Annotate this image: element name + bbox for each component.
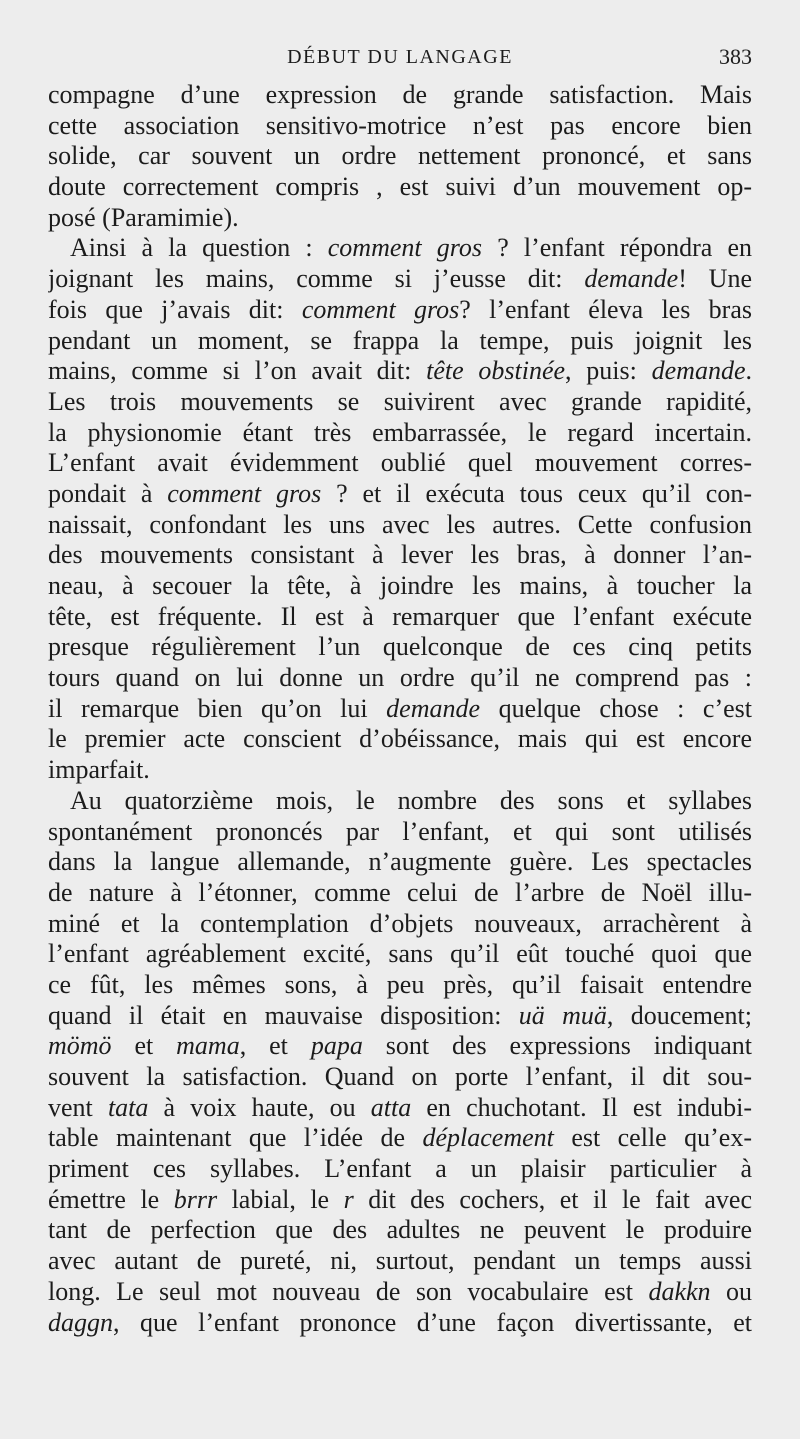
text-line: doute correctement compris , est suivi d’un mouvement op- — [48, 172, 752, 202]
italic-term: papa — [310, 1031, 363, 1061]
text-line: solide, car souvent un ordre nettement prononcé, et sans — [48, 141, 752, 171]
italic-term: comment gros — [167, 478, 322, 508]
text-line: joignant les mains, comme si j’eusse dit: demande! Une — [48, 264, 752, 294]
text-line: Les trois mouvements se suivirent avec grande rapidité, — [48, 386, 752, 416]
text-line: le premier acte conscient d’obéissance, mais qui est encore — [48, 724, 752, 754]
italic-term: atta — [370, 1092, 412, 1122]
text-line: l’enfant agréablement excité, sans qu’il eût touché quoi que — [48, 939, 752, 969]
italic-term: tête obstinée — [426, 356, 566, 386]
text-line: spontanément prononcés par l’enfant, et qui sont utilisés — [48, 816, 752, 846]
text-line: pendant un moment, se frappa la tempe, puis joignit les — [48, 325, 752, 355]
text-line: presque régulièrement l’un quelconque de ces cinq petits — [48, 632, 752, 662]
italic-term: dakkn — [648, 1276, 711, 1306]
text-line: tant de perfection que des adultes ne peuvent le produire — [48, 1215, 752, 1245]
text-line: avec autant de pureté, ni, surtout, pendant un temps aussi — [48, 1246, 752, 1276]
italic-term: mama — [176, 1031, 240, 1061]
page-number: 383 — [719, 44, 752, 69]
text-line: long. Le seul mot nouveau de son vocabulaire est dakkn ou — [48, 1276, 752, 1306]
text-line: fois que j’avais dit: comment gros? l’enfant éleva les bras — [48, 294, 752, 324]
text-line: Ainsi à la question : comment gros ? l’enfant répondra en — [70, 233, 752, 263]
italic-term: uä muä — [518, 1000, 607, 1030]
text-line: mains, comme si l’on avait dit: tête obstinée, puis: demande. — [48, 356, 752, 386]
text-line: vent tata à voix haute, ou atta en chuchotant. Il est indubi- — [48, 1092, 752, 1122]
text-line: miné et la contemplation d’objets nouveaux, arrachèrent à — [48, 908, 752, 938]
italic-term: comment gros — [327, 233, 483, 263]
text-line: table maintenant que l’idée de déplacement est celle qu’ex- — [48, 1123, 752, 1153]
italic-term: mömö — [48, 1031, 112, 1061]
text-line: priment ces syllabes. L’enfant a un plaisir particulier à — [48, 1154, 752, 1184]
text-line: dans la langue allemande, n’augmente guère. Les spectacles — [48, 847, 752, 877]
text-line: la physionomie étant très embarrassée, le regard incertain. — [48, 417, 752, 447]
text-line: souvent la satisfaction. Quand on porte l’enfant, il dit sou- — [48, 1062, 752, 1091]
italic-term: demande — [584, 264, 679, 294]
text-line: des mouvements consistant à lever les bras, à donner l’an- — [48, 540, 752, 570]
text-line: pondait à comment gros ? et il exécuta tous ceux qu’il con- — [48, 478, 752, 508]
body-text — [48, 80, 752, 1338]
text-line: ce fût, les mêmes sons, à peu près, qu’il faisait entendre — [48, 969, 752, 999]
text-line: Au quatorzième mois, le nombre des sons et syllabes — [70, 785, 752, 815]
text-line: tête, est fréquente. Il est à remarquer que l’enfant exécute — [48, 601, 752, 631]
italic-term: r — [343, 1184, 354, 1214]
text-line: il remarque bien qu’on lui demande quelque chose : c’est — [48, 693, 752, 723]
text-line: cette association sensitivo-motrice n’est pas encore bien — [48, 110, 752, 140]
text-line: mömö et mama, et papa sont des expressions indiquant — [48, 1031, 752, 1061]
text-line: de nature à l’étonner, comme celui de l’arbre de Noël illu- — [48, 877, 752, 907]
text-line: L’enfant avait évidemment oublié quel mouvement corres- — [48, 448, 752, 478]
italic-term: demande — [651, 356, 746, 386]
italic-term: brrr — [173, 1184, 218, 1214]
running-title: DÉBUT DU LANGAGE — [287, 46, 513, 68]
text-line: posé (Paramimie). — [48, 202, 239, 232]
text-line: tours quand on lui donne un ordre qu’il ne comprend pas : — [48, 663, 752, 693]
italic-term: daggn — [48, 1307, 113, 1337]
italic-term: tata — [107, 1092, 149, 1122]
italic-term: comment gros — [301, 294, 460, 324]
text-line: daggn, que l’enfant prononce d’une façon divertissante, et — [48, 1307, 752, 1337]
text-line: neau, à secouer la tête, à joindre les mains, à toucher la — [48, 571, 752, 600]
text-line: émettre le brrr labial, le r dit des cochers, et il le fait avec — [48, 1184, 752, 1214]
page-header — [48, 38, 752, 78]
italic-term: demande — [386, 693, 481, 723]
text-line: naissait, confondant les uns avec les autres. Cette confusion — [48, 509, 752, 539]
text-line: compagne d’une expression de grande satisfaction. Mais — [48, 80, 752, 109]
text-line: imparfait. — [48, 755, 150, 785]
text-line: quand il était en mauvaise disposition: uä muä, doucement; — [48, 1000, 752, 1030]
italic-term: déplacement — [422, 1123, 554, 1153]
